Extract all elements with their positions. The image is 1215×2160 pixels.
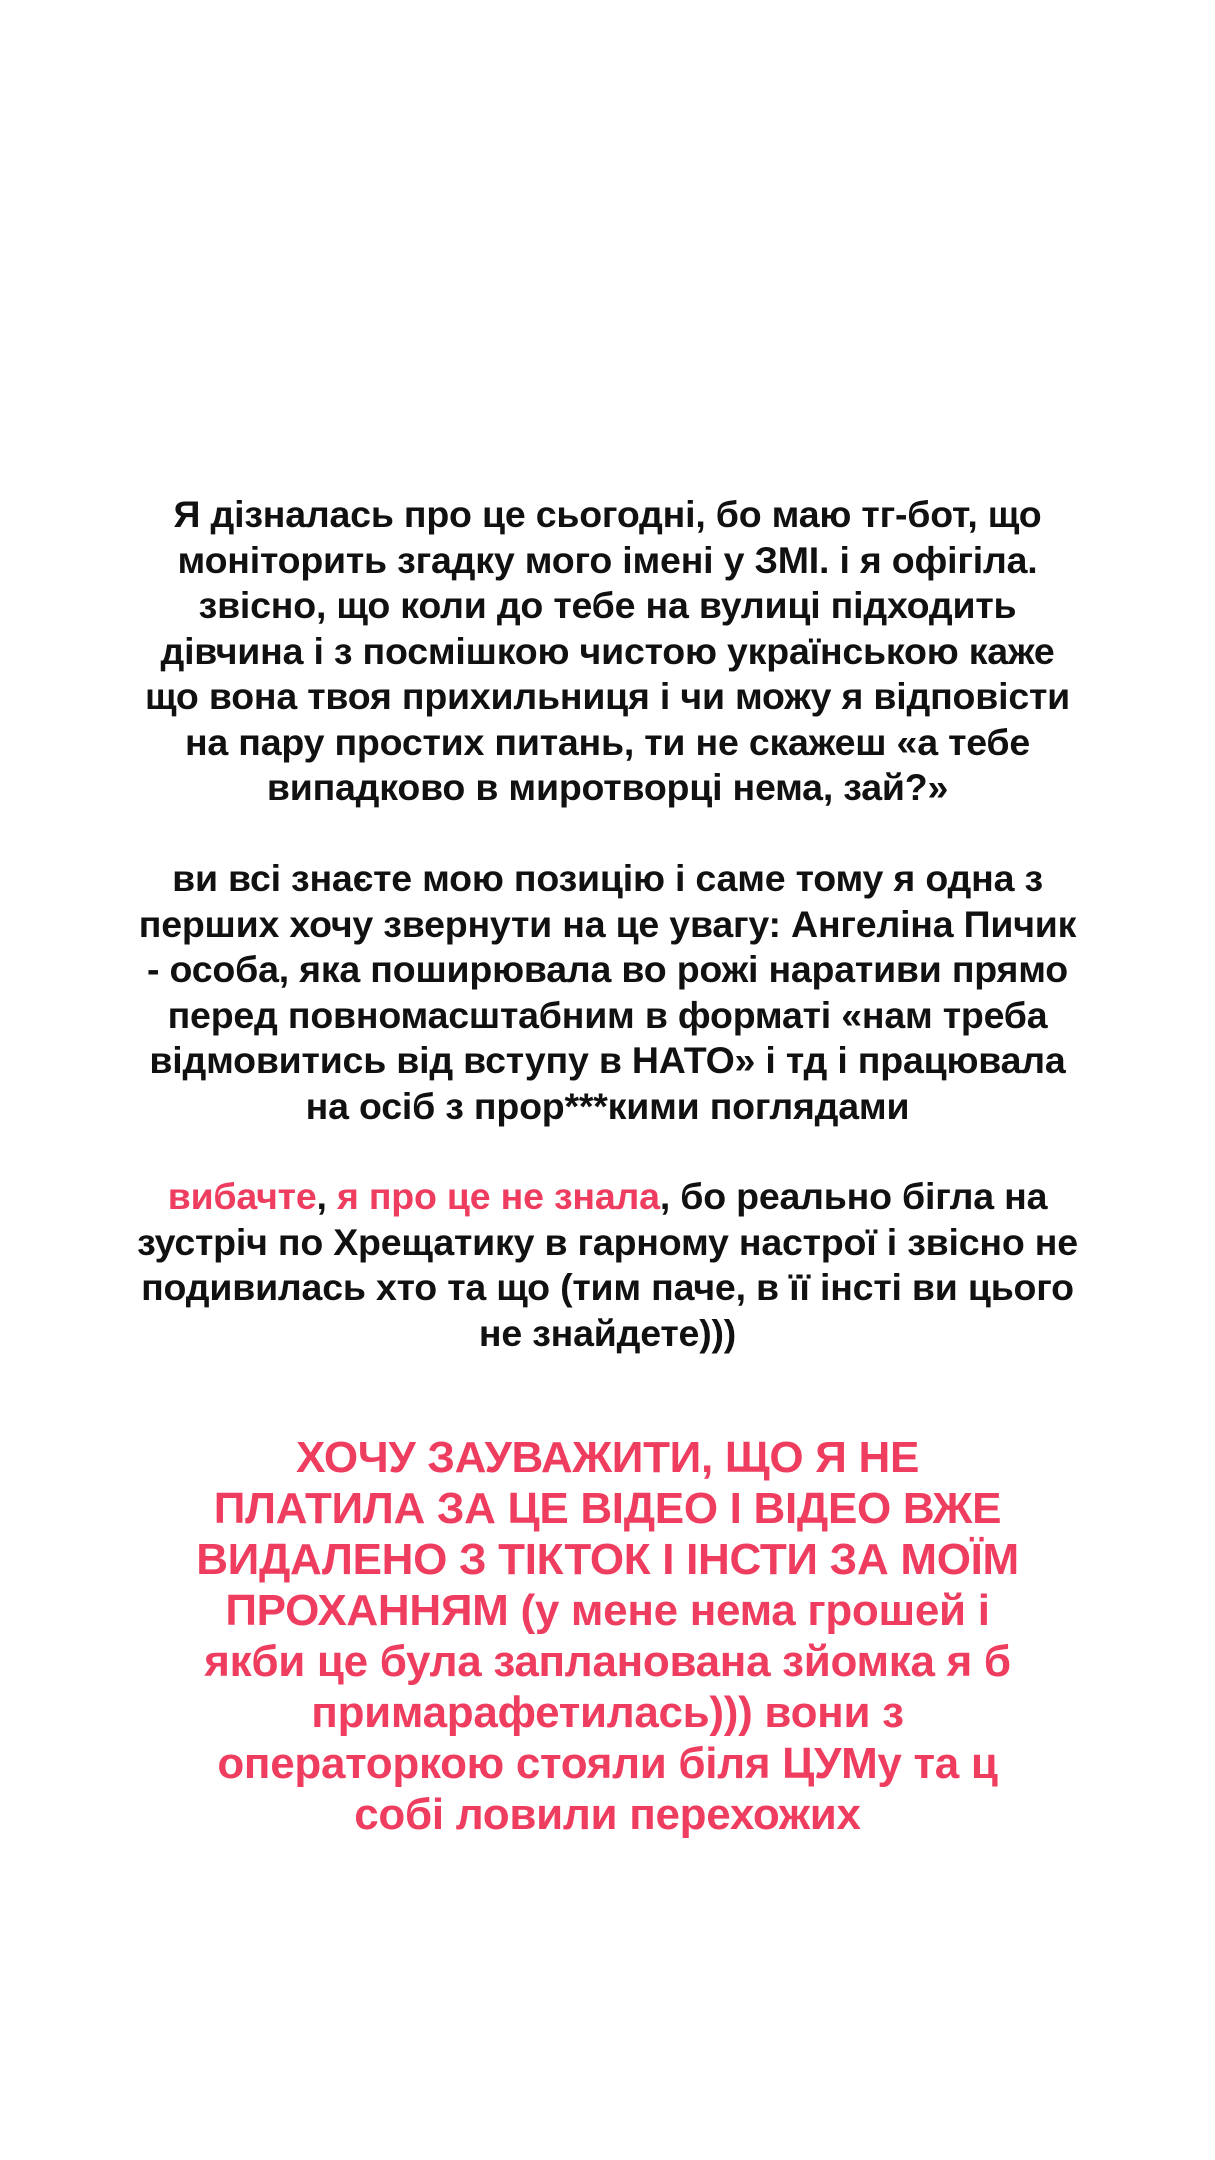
text-line: ви всі знаєте мою позицію і саме тому я одна з [172, 857, 1043, 899]
text-line: на осіб з прор***кими поглядами [305, 1084, 910, 1127]
unaware-highlight: я про це не знала [336, 1175, 660, 1217]
text-line: зустріч по Хрещатику в гарному настрої і звісно не [137, 1220, 1078, 1263]
text-line: звісно, що коли до тебе на вулиці підходить [198, 584, 1017, 626]
text-line: перших хочу звернути на це увагу: Ангеліна Пичик [138, 902, 1077, 945]
highlighted-notice [60, 1432, 1155, 1840]
text-line: - особа, яка поширювала во рожі наративи прямо [147, 948, 1068, 990]
text-line: відмовитись від вступу в НАТО» і тд і працювала [149, 1039, 1066, 1081]
text-line: що вона твоя прихильниця і чи можу я відповісти [144, 675, 1071, 717]
notice-line: якби це була запланована зйомка я б [204, 1637, 1011, 1686]
text-line: Я дізналась про це сьогодні, бо маю тг-бот, що [173, 493, 1042, 535]
notice-line: операторкою стояли біля ЦУМу та ц [217, 1739, 998, 1788]
notice-line: ВИДАЛЕНО З ТІКТОК І ІНСТИ ЗА МОЇМ [196, 1535, 1019, 1584]
text-line: дівчина і з посмішкою чистою українською каже [160, 629, 1055, 672]
comma-separator: , [316, 1175, 337, 1217]
apology-paragraph [60, 1174, 1155, 1356]
position-paragraph [60, 856, 1155, 1129]
text-fragment: , бо реально бігла на [659, 1175, 1048, 1217]
text-line: перед повномасштабним в форматі «нам треба [167, 993, 1048, 1036]
text-line: не знайдете))) [478, 1311, 737, 1354]
intro-paragraph [60, 492, 1155, 811]
text-line: на пару простих питань, ти не скажеш «а тебе [184, 720, 1031, 763]
text-line-mixed [60, 1174, 1155, 1220]
text-line: випадково в миротворці нема, зай?» [266, 766, 949, 808]
text-line: подивилась хто та що (тим паче, в її інсті ви цього [141, 1266, 1074, 1308]
apology-highlight: вибачте [167, 1175, 317, 1217]
notice-line: ПЛАТИЛА ЗА ЦЕ ВІДЕО І ВІДЕО ВЖЕ [213, 1484, 1002, 1533]
notice-line: собі ловили перехожих [354, 1790, 861, 1839]
notice-line: ПРОХАННЯМ (у мене нема грошей і [225, 1586, 990, 1635]
text-line: моніторить згадку мого імені у ЗМІ. і я офігіла. [177, 538, 1038, 581]
notice-line: примарафетилась))) вони з [311, 1688, 904, 1737]
notice-line: ХОЧУ ЗАУВАЖИТИ, ЩО Я НЕ [295, 1433, 920, 1482]
